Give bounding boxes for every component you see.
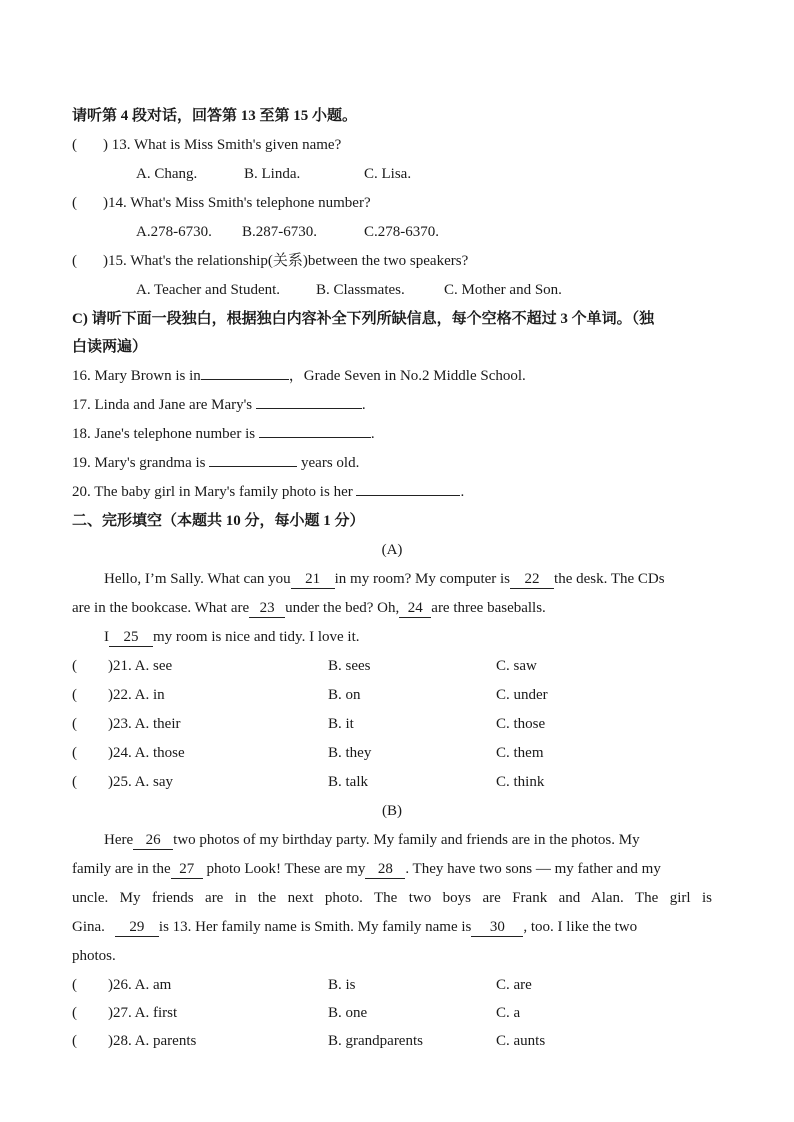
answer-blank[interactable] [259,437,371,438]
item-text: 19. Mary's grandma is [72,455,210,471]
item-text: . [361,397,366,413]
passage-b-line-4 [72,917,712,937]
cloze-blank-24[interactable]: 24 [399,599,431,618]
item-text: . [370,426,375,442]
fill-item-17 [72,395,712,415]
option-b: B. sees [328,658,371,674]
option-c: C. them [496,745,544,761]
answer-paren-close: ) [108,687,113,703]
passage-b-label: (B) [382,803,402,819]
passage-text: Gina. [72,919,105,935]
option-b: B. they [328,745,372,761]
question-13 [103,135,341,155]
passage-b-line-1 [104,830,712,850]
passage-a-line-3 [104,627,712,647]
option-a: 28. A. parents [113,1033,197,1049]
option-a: 25. A. say [113,774,173,790]
cloze-blank-28[interactable]: 28 [365,860,405,879]
option-a: 21. A. see [113,658,173,674]
passage-text: family are in the [72,861,171,877]
passage-text: . They have two sons — my father and my [405,861,661,877]
answer-blank[interactable] [201,379,289,380]
cloze-blank-26[interactable]: 26 [133,831,173,850]
option-28 [108,1031,196,1051]
passage-text: , too. I like the two [523,919,638,935]
passage-text: the desk. The CDs [554,571,665,587]
cloze-blank-29[interactable]: 29 [115,918,159,937]
option-b: B.287-6730. [242,224,317,240]
passage-a-label: (A) [381,542,403,558]
answer-paren-open: ( [72,774,77,790]
option-a: 24. A. those [113,745,185,761]
passage-text: is 13. Her family name is Smith. My family name is [158,919,472,935]
answer-paren-open: ( [72,687,77,703]
answer-paren-close: ) [108,658,113,674]
passage-text: Hello, I’m Sally. What can you [104,571,291,587]
answer-paren-close: ) [108,1033,113,1049]
option-27 [108,1003,177,1023]
option-21 [108,656,172,676]
passage-text: my room is nice and tidy. I love it. [153,629,360,645]
fill-item-19 [72,453,712,473]
answer-blank[interactable] [356,495,460,496]
question-15 [103,251,468,271]
part-c-instruction: C) 请听下面一段独白，根据独白内容补全下列所缺信息，每个空格不超过 3 个单词。（独 [72,311,655,327]
cloze-blank-22[interactable]: 22 [510,570,554,589]
passage-text: I [104,629,109,645]
answer-paren-open: ( [72,977,77,993]
answer-paren-open: ( [72,716,77,732]
question-14 [103,193,371,213]
option-c: C. a [496,1005,521,1021]
answer-blank[interactable] [256,408,362,409]
option-23 [108,714,181,734]
passage-a-line-1 [104,569,712,589]
option-c: C. Mother and Son. [444,282,562,298]
option-22 [108,685,165,705]
option-b: B. is [328,977,356,993]
section-heading: 二、完形填空（本题共 10 分，每小题 1 分） [72,513,365,529]
option-26 [108,975,171,995]
option-b: B. on [328,687,361,703]
answer-paren-close: ) [103,137,108,153]
fill-item-20 [72,482,712,502]
option-b: B. Classmates. [316,282,405,298]
option-25 [108,772,173,792]
item-text: ，Grade Seven in No.2 Middle School. [288,368,526,384]
option-c: C. think [496,774,545,790]
option-c: C. Lisa. [364,166,412,182]
answer-paren-close: ) [103,195,108,211]
item-text: 16. Mary Brown is in [72,368,201,384]
item-text: 18. Jane's telephone number is [72,426,259,442]
option-a: 27. A. first [113,1005,178,1021]
cloze-blank-23[interactable]: 23 [249,599,285,618]
answer-paren-close: ) [108,716,113,732]
passage-b-line-5: photos. [72,948,116,964]
fill-item-16 [72,366,712,386]
answer-paren-open: ( [72,195,77,211]
option-c: C. aunts [496,1033,546,1049]
passage-text: two photos of my birthday party. My family and friends are in the photos. My [173,832,640,848]
passage-text: in my room? My computer is [334,571,511,587]
option-c: C. are [496,977,532,993]
question-stem: 14. What's Miss Smith's telephone number? [108,195,371,211]
answer-paren-close: ) [108,745,113,761]
passage-a-line-2 [72,598,712,618]
item-text: . [460,484,465,500]
answer-paren-open: ( [72,1033,77,1049]
option-b: B. one [328,1005,368,1021]
passage-text: Here [104,832,134,848]
option-a: A.278-6730. [136,224,212,240]
passage-text: under the bed? Oh, [285,600,400,616]
item-text: 20. The baby girl in Mary's family photo is her [72,484,357,500]
answer-paren-open: ( [72,253,77,269]
cloze-blank-25[interactable]: 25 [109,628,153,647]
answer-paren-open: ( [72,1005,77,1021]
option-a: 23. A. their [113,716,181,732]
option-c: C. saw [496,658,537,674]
option-a: 26. A. am [113,977,172,993]
answer-paren-close: ) [108,1005,113,1021]
option-24 [108,743,185,763]
cloze-blank-27[interactable]: 27 [171,860,203,879]
cloze-blank-21[interactable]: 21 [291,570,335,589]
answer-blank[interactable] [209,466,297,467]
question-stem: 13. What is Miss Smith's given name? [108,137,342,153]
part-c-instruction-cont: 白读两遍） [72,339,148,355]
section-instruction: 请听第 4 段对话，回答第 13 至第 15 小题。 [72,108,358,124]
answer-paren-open: ( [72,745,77,761]
option-c: C. those [496,716,546,732]
answer-paren-open: ( [72,658,77,674]
option-a: A. Teacher and Student. [136,282,281,298]
question-stem: 15. What's the relationship(关系)between the two speakers? [108,253,469,269]
item-text: 17. Linda and Jane are Mary's [72,397,256,413]
answer-paren-close: ) [108,774,113,790]
cloze-blank-30[interactable]: 30 [471,918,523,937]
option-b: B. talk [328,774,368,790]
item-text: years old. [297,455,360,471]
passage-text: are three baseballs. [431,600,546,616]
passage-text: are in the bookcase. What are [72,600,250,616]
option-c: C. under [496,687,548,703]
answer-paren-close: ) [103,253,108,269]
option-a: A. Chang. [136,166,198,182]
passage-text: photo Look! These are my [202,861,366,877]
option-b: B. it [328,716,354,732]
passage-b-line-3: uncle. My friends are in the next photo. The two boys are Frank and Alan. The girl is [72,890,712,906]
option-c: C.278-6370. [364,224,439,240]
option-b: B. grandparents [328,1033,423,1049]
answer-paren-close: ) [108,977,113,993]
passage-b-line-2 [72,859,712,879]
answer-paren-open: ( [72,137,77,153]
option-a: 22. A. in [113,687,165,703]
option-b: B. Linda. [244,166,301,182]
fill-item-18 [72,424,712,444]
